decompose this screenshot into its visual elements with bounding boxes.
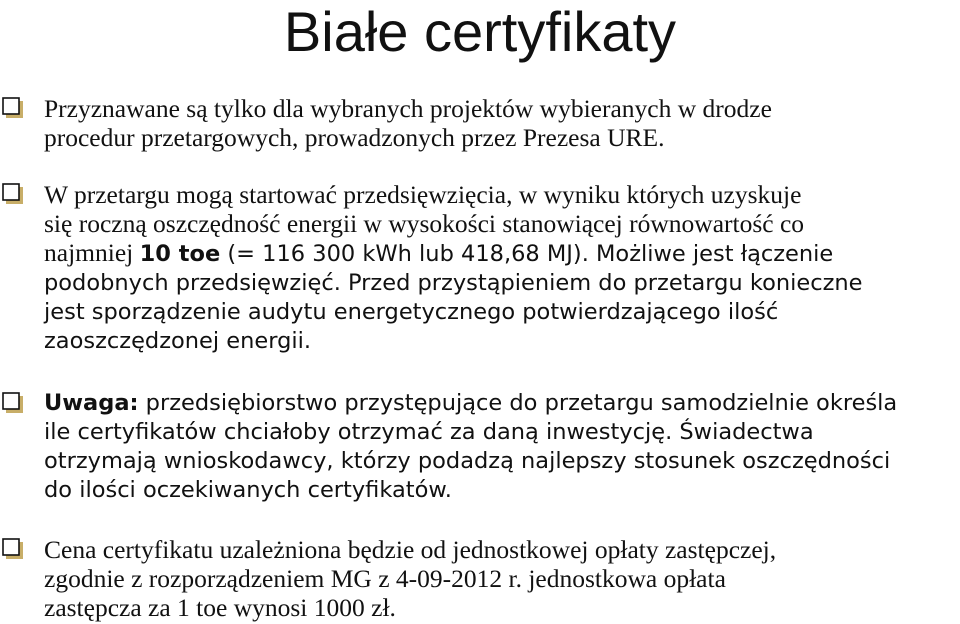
- text-line: Cena certyfikatu uzależniona będzie od jednostkowej opłaty zastępczej,: [44, 535, 777, 564]
- text-line: jest sporządzenie audytu energetycznego potwierdzającego ilość: [44, 299, 779, 325]
- checkbox-bullet-icon: [2, 538, 24, 560]
- bullet-text-4: [44, 535, 959, 622]
- text-line: zastępcza za 1 toe wynosi 1000 zł.: [44, 593, 396, 622]
- text-line: do ilości oczekiwanych certyfikatów.: [44, 477, 452, 503]
- text-fragment: przedsiębiorstwo przystępujące do przetargu samodzielnie określa: [138, 390, 898, 416]
- bold-lead: Uwaga:: [44, 390, 139, 416]
- text-fragment: (= 116 300 kWh lub 418,68 MJ). Możliwe jest łączenie: [220, 241, 834, 267]
- text-line: [44, 389, 959, 418]
- bullet-text-1: [44, 94, 959, 152]
- text-line: podobnych przedsięwzięć. Przed przystąpieniem do przetargu konieczne: [44, 270, 863, 296]
- checkbox-bullet-icon: [2, 183, 24, 205]
- text-line: W przetargu mogą startować przedsięwzięcia, w wyniku których uzyskuje: [44, 180, 802, 209]
- text-line: otrzymają wnioskodawcy, którzy podadzą najlepszy stosunek oszczędności: [44, 448, 891, 474]
- text-line: się roczną oszczędność energii w wysokości stanowiącej równowartość co: [44, 209, 805, 238]
- text-fragment: najmniej: [44, 238, 140, 267]
- text-line: zgodnie z rozporządzeniem MG z 4-09-2012 r. jednostkowa opłata: [44, 564, 726, 593]
- text-line: zaoszczędzonej energii.: [44, 328, 312, 354]
- bullet-text-2: [44, 180, 959, 356]
- bold-amount: 10 toe: [139, 241, 221, 267]
- slide-title: Białe certyfikaty: [283, 0, 677, 63]
- checkbox-bullet-icon: [2, 392, 24, 414]
- text-line: procedur przetargowych, prowadzonych przez Prezesa URE.: [44, 123, 665, 152]
- text-line: [44, 238, 959, 269]
- text-line: Przyznawane są tylko dla wybranych projektów wybieranych w drodze: [44, 94, 772, 123]
- text-line: ile certyfikatów chciałoby otrzymać za daną inwestycję. Świadectwa: [44, 419, 814, 445]
- bullet-text-3: [44, 389, 959, 505]
- checkbox-bullet-icon: [2, 97, 24, 119]
